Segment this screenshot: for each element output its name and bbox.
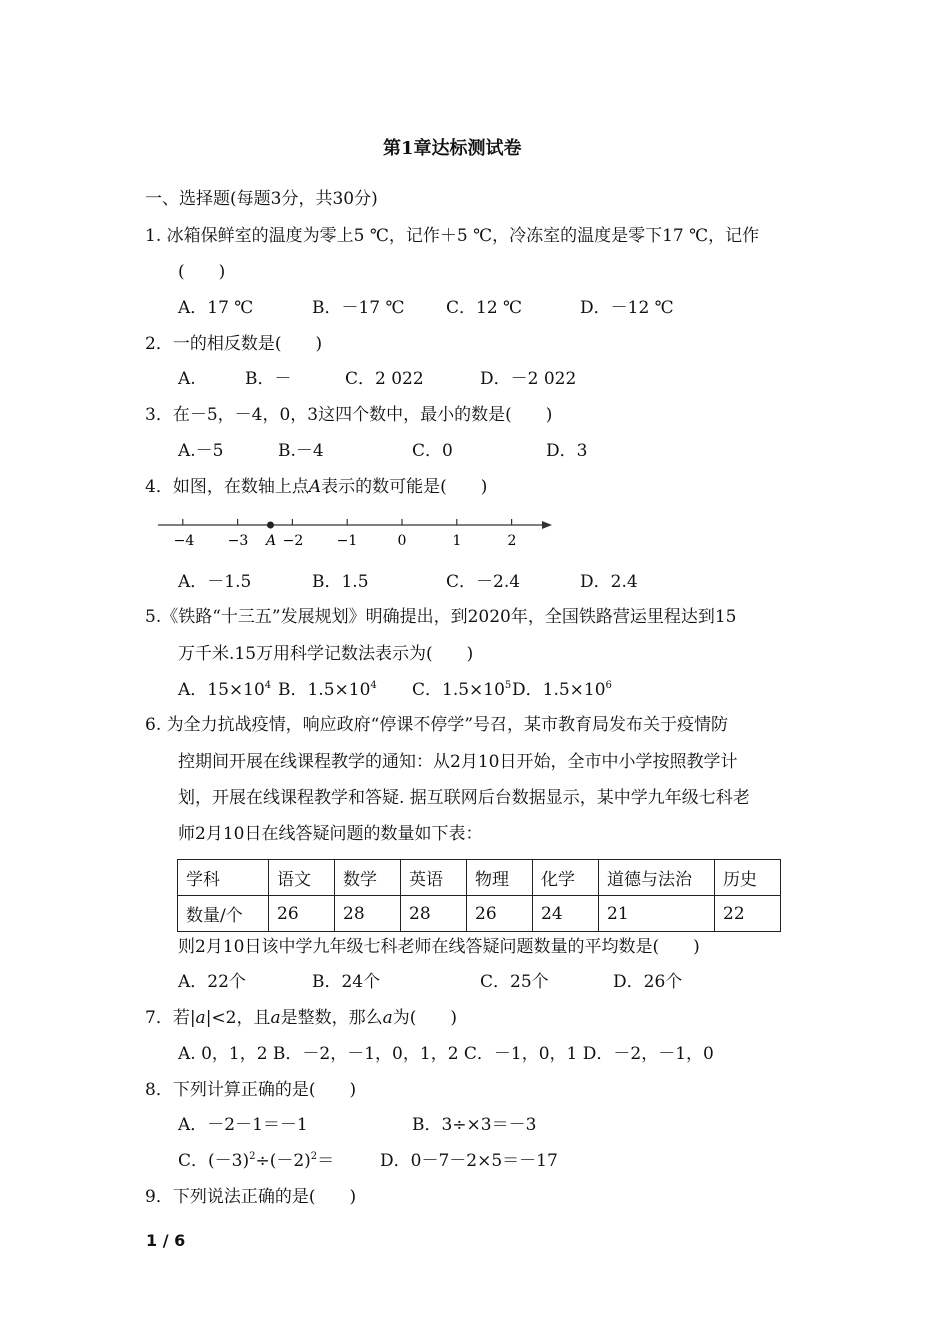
table-cell: 历史 [715,860,781,896]
q4-stem-post: 表示的数可能是( ) [321,477,488,497]
table-row [178,896,781,932]
number-line [150,510,570,552]
q6-line2: 控期间开展在线课程教学的通知：从2月10日开始，全市中小学按照教学计 [178,752,738,772]
q9-stem: 9．下列说法正确的是( ) [145,1187,357,1207]
q2-option-a: A. [178,369,196,389]
table-cell: 语文 [269,860,335,896]
q8-c-pre: C．(－3) [178,1151,250,1171]
q1-stem-line2: ( ) [178,262,226,282]
q7-var1: a [195,1008,206,1028]
q8-option-b: B．3÷×3＝－3 [412,1115,537,1135]
q5-b-exp: 4 [370,680,377,691]
q8-c-exp1: 2 [249,1151,256,1162]
q3-option-a: A.－5 [178,441,224,461]
q7-stem-pre: 7．若| [145,1008,196,1028]
q1-option-a: A．17 ℃ [178,298,254,318]
nl-label-0: 0 [397,533,407,549]
nl-label-neg3: −3 [227,533,249,549]
table-cell: 22 [715,896,781,932]
q7-var3: a [382,1008,393,1028]
table-cell: 英语 [401,860,467,896]
number-line-arrow [542,521,552,529]
q2-stem: 2．一的相反数是( ) [145,334,323,354]
q5-a-base: A．15×10 [178,680,265,700]
table-cell: 28 [335,896,401,932]
table-cell: 28 [401,896,467,932]
q4-stem [145,476,487,498]
table-cell: 化学 [533,860,599,896]
q6-after-table: 则2月10日该中学九年级七科老师在线答疑问题数量的平均数是( ) [178,937,700,957]
table-cell: 24 [533,896,599,932]
q2-option-b: B．－ [245,369,292,389]
table-cell: 道德与法治 [599,860,715,896]
q5-c-base: C．1.5×10 [412,680,505,700]
q6-table [177,859,781,932]
q8-option-d: D．0－7－2×5＝－17 [380,1151,558,1171]
q8-option-c [178,1150,334,1172]
q4-option-b: B．1.5 [312,572,369,592]
q2-option-d: D．－2 022 [480,369,577,389]
q7-var2: a [270,1008,281,1028]
q6-line3: 划，开展在线课程教学和答疑. 据互联网后台数据显示，某中学九年级七科老 [178,788,750,808]
table-cell: 数学 [335,860,401,896]
nl-label-a: A [265,533,277,549]
table-cell: 数量/个 [178,896,269,932]
q6-line4: 师2月10日在线答疑问题的数量如下表： [178,824,483,844]
q1-option-b: B．－17 ℃ [312,298,405,318]
nl-label-neg1: −1 [336,533,358,549]
nl-label-1: 1 [452,533,462,549]
q3-option-c: C．0 [412,441,453,461]
q5-c-exp: 5 [504,680,512,691]
q5-a-exp: 4 [264,680,272,691]
q7-stem [145,1007,457,1029]
q6-line1: 6. 为全力抗战疫情，响应政府“停课不停学”号召，某市教育局发布关于疫情防 [145,715,729,735]
table-header-row [178,860,781,896]
q4-option-d: D．2.4 [580,572,638,592]
q5-option-c [412,679,511,701]
q5-d-exp: 6 [605,680,612,691]
q5-option-d [512,679,612,701]
q6-option-c: C．25个 [480,972,549,992]
q4-stem-var: A [308,477,322,497]
q7-options: A. 0，1，2 B．－2，－1，0，1，2 C．－1，0，1 D．－2，－1，0 [178,1044,714,1064]
q8-option-a: A．－2－1＝－1 [178,1115,308,1135]
page-number: 1 / 6 [146,1231,186,1250]
q4-option-a: A．－1.5 [178,572,252,592]
q4-stem-pre: 4．如图，在数轴上点 [145,477,309,497]
q8-c-mid: ÷(－2) [255,1151,311,1171]
q6-option-a: A．22个 [178,972,246,992]
q5-stem-line2: 万千米.15万用科学记数法表示为( ) [178,644,474,664]
q7-stem-mid2: 是整数，那么 [280,1008,383,1028]
nl-label-neg4: −4 [173,533,195,549]
nl-label-neg2: −2 [282,533,304,549]
q2-option-c: C．2 022 [345,369,424,389]
q4-option-c: C．－2.4 [446,572,521,592]
q8-c-exp2: 2 [310,1151,318,1162]
q1-option-c: C．12 ℃ [446,298,523,318]
nl-label-2: 2 [507,533,517,549]
q7-stem-mid: |<2，且 [205,1008,271,1028]
q5-d-base: D．1.5×10 [512,680,606,700]
q3-stem: 3．在－5，－4，0，3这四个数中，最小的数是( ) [145,405,553,425]
q5-b-base: B．1.5×10 [278,680,371,700]
table-cell: 26 [467,896,533,932]
q5-option-b [278,679,377,701]
q1-option-d: D．－12 ℃ [580,298,674,318]
q8-stem: 8．下列计算正确的是( ) [145,1080,357,1100]
table-cell: 26 [269,896,335,932]
table-cell: 学科 [178,860,269,896]
table-cell: 21 [599,896,715,932]
q3-option-d: D．3 [546,441,588,461]
q6-option-b: B．24个 [312,972,381,992]
q5-stem-line1: 5.《铁路“十三五”发展规划》明确提出，到2020年，全国铁路营运里程达到15 [145,607,737,627]
table-cell: 物理 [467,860,533,896]
q1-stem-line1: 1. 冰箱保鲜室的温度为零上5 ℃，记作＋5 ℃，冷冻室的温度是零下17 ℃，记作 [145,226,760,246]
q6-option-d: D．26个 [613,972,683,992]
q5-option-a [178,679,271,701]
q8-c-post: ＝ [317,1151,335,1171]
section-heading: 一、选择题(每题3分，共30分) [145,189,378,209]
q3-option-b: B.－4 [278,441,324,461]
page-title: 第1章达标测试卷 [383,138,522,159]
number-line-point-a [267,522,274,529]
q7-stem-post: 为( ) [392,1008,458,1028]
